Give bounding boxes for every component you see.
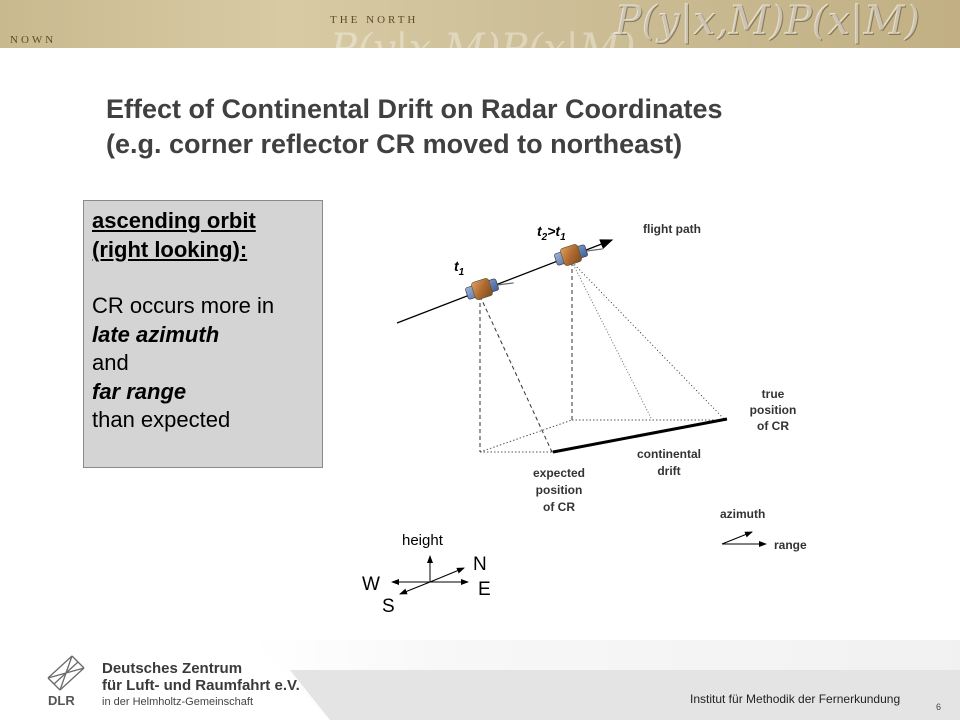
svg-text:of CR: of CR	[757, 419, 789, 433]
logo-line1: Deutsches Zentrum	[102, 660, 243, 677]
t1-range-line	[480, 296, 552, 452]
page-number: 6	[936, 702, 942, 712]
svg-text:of CR: of CR	[543, 500, 575, 514]
compass-e-label: E	[478, 579, 491, 600]
box-body-and: and	[92, 350, 129, 375]
dlr-abbr: DLR	[48, 693, 75, 708]
banner-formula: P(y|x,M)P(x|M)	[614, 0, 920, 44]
svg-text:continental: continental	[636, 447, 702, 461]
slide-title-line1: Effect of Continental Drift on Radar Coordinates	[106, 94, 723, 124]
svg-text:position: position	[535, 483, 583, 497]
range-label: range	[774, 538, 807, 552]
svg-text:drift: drift	[657, 464, 681, 478]
box-body-late-azimuth: late azimuth	[92, 321, 220, 347]
flight-path-label: flight path	[643, 222, 701, 236]
logo-line3: in der Helmholtz-Gemeinschaft	[102, 696, 254, 708]
t2-label: $t_2>t_1$	[537, 223, 566, 243]
expected-position-label	[533, 466, 585, 514]
azimuth-label: azimuth	[720, 507, 766, 521]
satellite-t1-icon	[464, 271, 515, 303]
banner-formula-shadow: P(y|x,M)P(x|M)	[330, 26, 636, 72]
banner-map-word: THE NORTH	[330, 14, 419, 26]
t2-range-line	[572, 262, 725, 420]
t1-label: $t_1$	[454, 258, 465, 278]
compass-height-label: height	[402, 532, 443, 549]
logo-text-block	[102, 660, 300, 711]
box-body-line1: CR occurs more in	[92, 293, 275, 318]
continental-drift-label	[637, 447, 701, 478]
svg-text:true: true	[761, 387, 785, 401]
box-heading-line1: ascending orbit	[92, 208, 256, 233]
t2-range-line-dotted	[572, 262, 652, 420]
svg-text:expected: expected	[532, 466, 586, 480]
azimuth-arrow	[722, 532, 752, 544]
box-body-far-range: far range	[92, 378, 187, 404]
true-position-label	[750, 387, 797, 433]
compass-s-label: S	[382, 596, 395, 617]
slide-title-line2: (e.g. corner reflector CR moved to northeast)	[106, 129, 683, 159]
logo-line2: für Luft- und Raumfahrt e.V.	[102, 677, 300, 694]
institute-name: Institut für Methodik der Fernerkundung	[690, 692, 901, 706]
compass-icon	[392, 556, 468, 594]
compass-w-label: W	[362, 574, 380, 595]
box-heading-line2: (right looking):	[92, 236, 248, 262]
compass-n-label: N	[473, 554, 487, 575]
box-body-than-expected: than expected	[92, 407, 231, 432]
banner-map-word: NOWN	[10, 34, 57, 46]
svg-text:position: position	[749, 403, 797, 417]
